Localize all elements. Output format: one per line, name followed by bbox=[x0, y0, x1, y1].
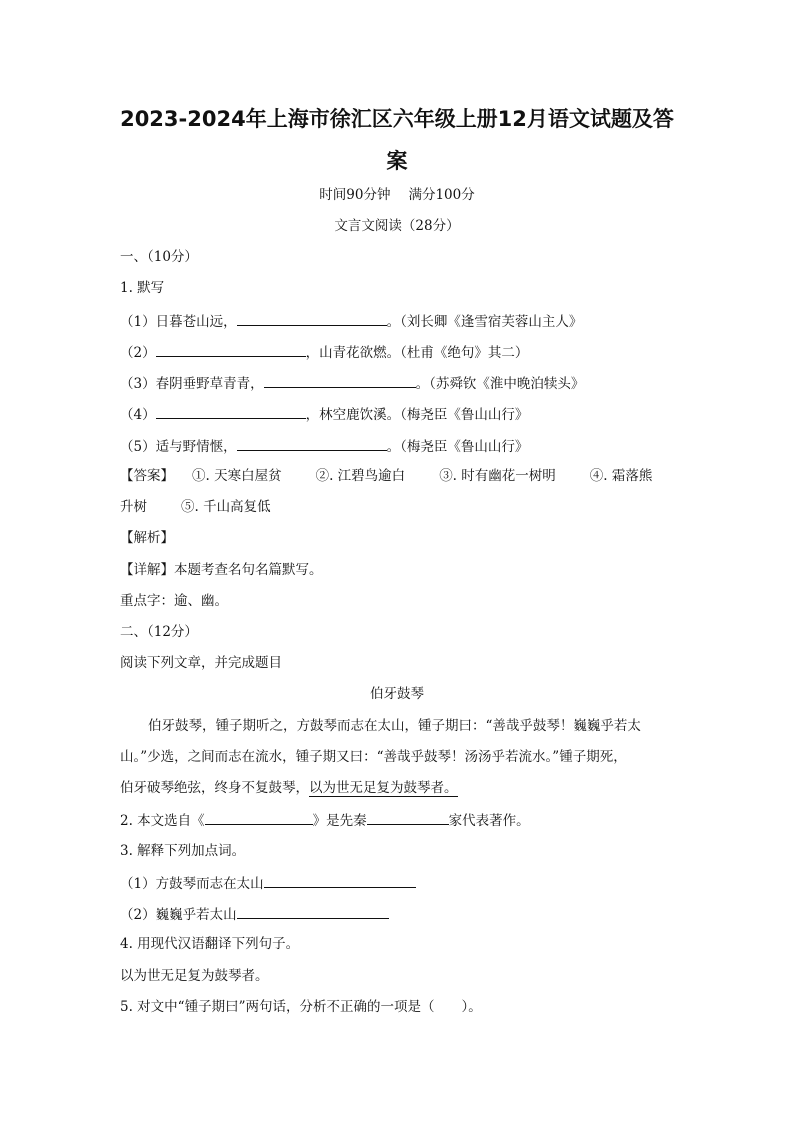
question-4-sentence: 以为世无足复为鼓琴者。 bbox=[120, 968, 269, 984]
dictation-item-2: （2） ，山青花欲燃。（杜甫《绝句》其二） bbox=[120, 345, 529, 361]
answer-item: ④. 霜落熊 bbox=[589, 468, 653, 484]
answer-blank[interactable] bbox=[367, 811, 449, 825]
exam-meta bbox=[120, 187, 674, 203]
exam-score: 满分100分 bbox=[408, 187, 475, 203]
answer-blank[interactable] bbox=[237, 312, 387, 326]
passage-line-1: 伯牙鼓琴，锺子期听之，方鼓琴而志在太山，锺子期曰：“善哉乎鼓琴！巍巍乎若太 bbox=[148, 718, 641, 734]
answer-item: ②. 江碧鸟逾白 bbox=[315, 468, 406, 484]
answer-blank[interactable] bbox=[264, 874, 416, 888]
key-characters: 重点字：逾、幽。 bbox=[120, 593, 228, 609]
question-3: 3. 解释下列加点词。 bbox=[120, 843, 246, 859]
answer-blank[interactable] bbox=[237, 437, 387, 451]
answer-blank[interactable] bbox=[156, 405, 306, 419]
answer-blank[interactable] bbox=[264, 374, 416, 388]
exam-time: 时间90分钟 bbox=[319, 187, 391, 203]
passage-title: 伯牙鼓琴 bbox=[370, 686, 424, 702]
answer-blank[interactable] bbox=[156, 343, 306, 357]
answer-line-cont: 升树 ⑤. 千山高复低 bbox=[120, 499, 271, 515]
answer-blank[interactable] bbox=[237, 905, 389, 919]
question-1-label: 1. 默写 bbox=[120, 280, 165, 296]
dictation-item-4: （4） ，林空鹿饮溪。（梅尧臣《鲁山山行》 bbox=[120, 407, 529, 423]
dictation-item-5: （5）适与野情惬， 。（梅尧臣《鲁山山行》 bbox=[120, 439, 529, 455]
question-3-item-1: （1）方鼓琴而志在太山 bbox=[120, 874, 416, 892]
question-4: 4. 用现代汉语翻译下列句子。 bbox=[120, 936, 300, 952]
answer-item: ⑤. 千山高复低 bbox=[181, 499, 271, 515]
document-title-line2: 案 bbox=[386, 149, 408, 173]
underlined-sentence: 以为世无足复为鼓琴者。 bbox=[309, 780, 458, 796]
question-2: 2. 本文选自《 》是先秦 家代表著作。 bbox=[120, 813, 530, 829]
question-3-item-2: （2）巍巍乎若太山 bbox=[120, 905, 389, 923]
document-title-line1: 2023-2024年上海市徐汇区六年级上册12月语文试题及答 bbox=[120, 107, 674, 131]
answer-blank[interactable] bbox=[205, 811, 313, 825]
dictation-item-1: （1）日暮苍山远， 。（刘长卿《逢雪宿芙蓉山主人》 bbox=[120, 314, 583, 330]
answer-item: ③. 时有幽花一树明 bbox=[439, 468, 556, 484]
question-5: 5. 对文中“锺子期曰”两句话，分析不正确的一项是（ ）。 bbox=[120, 999, 482, 1015]
answer-line bbox=[120, 468, 652, 484]
part1-heading: 一、（10分） bbox=[120, 249, 198, 265]
passage-line-2: 山。”少选，之间而志在流水，锺子期又曰：“善哉乎鼓琴！汤汤乎若流水。”锺子期死， bbox=[120, 749, 627, 765]
answer-item: ①. 天寒白屋贫 bbox=[192, 468, 282, 484]
detail-explanation: 【详解】本题考查名句名篇默写。 bbox=[120, 562, 323, 578]
section-heading: 文言文阅读（28分） bbox=[334, 218, 460, 234]
answer-label: 【答案】 bbox=[120, 468, 174, 484]
reading-instruction: 阅读下列文章，并完成题目 bbox=[120, 655, 282, 671]
analysis-label: 【解析】 bbox=[120, 530, 174, 546]
part2-heading: 二、（12分） bbox=[120, 624, 198, 640]
dictation-item-3: （3）春阴垂野草青青， 。（苏舜钦《淮中晚泊犊头》 bbox=[120, 376, 585, 392]
passage-line-3: 伯牙破琴绝弦，终身不复鼓琴，以为世无足复为鼓琴者。 bbox=[120, 780, 458, 796]
